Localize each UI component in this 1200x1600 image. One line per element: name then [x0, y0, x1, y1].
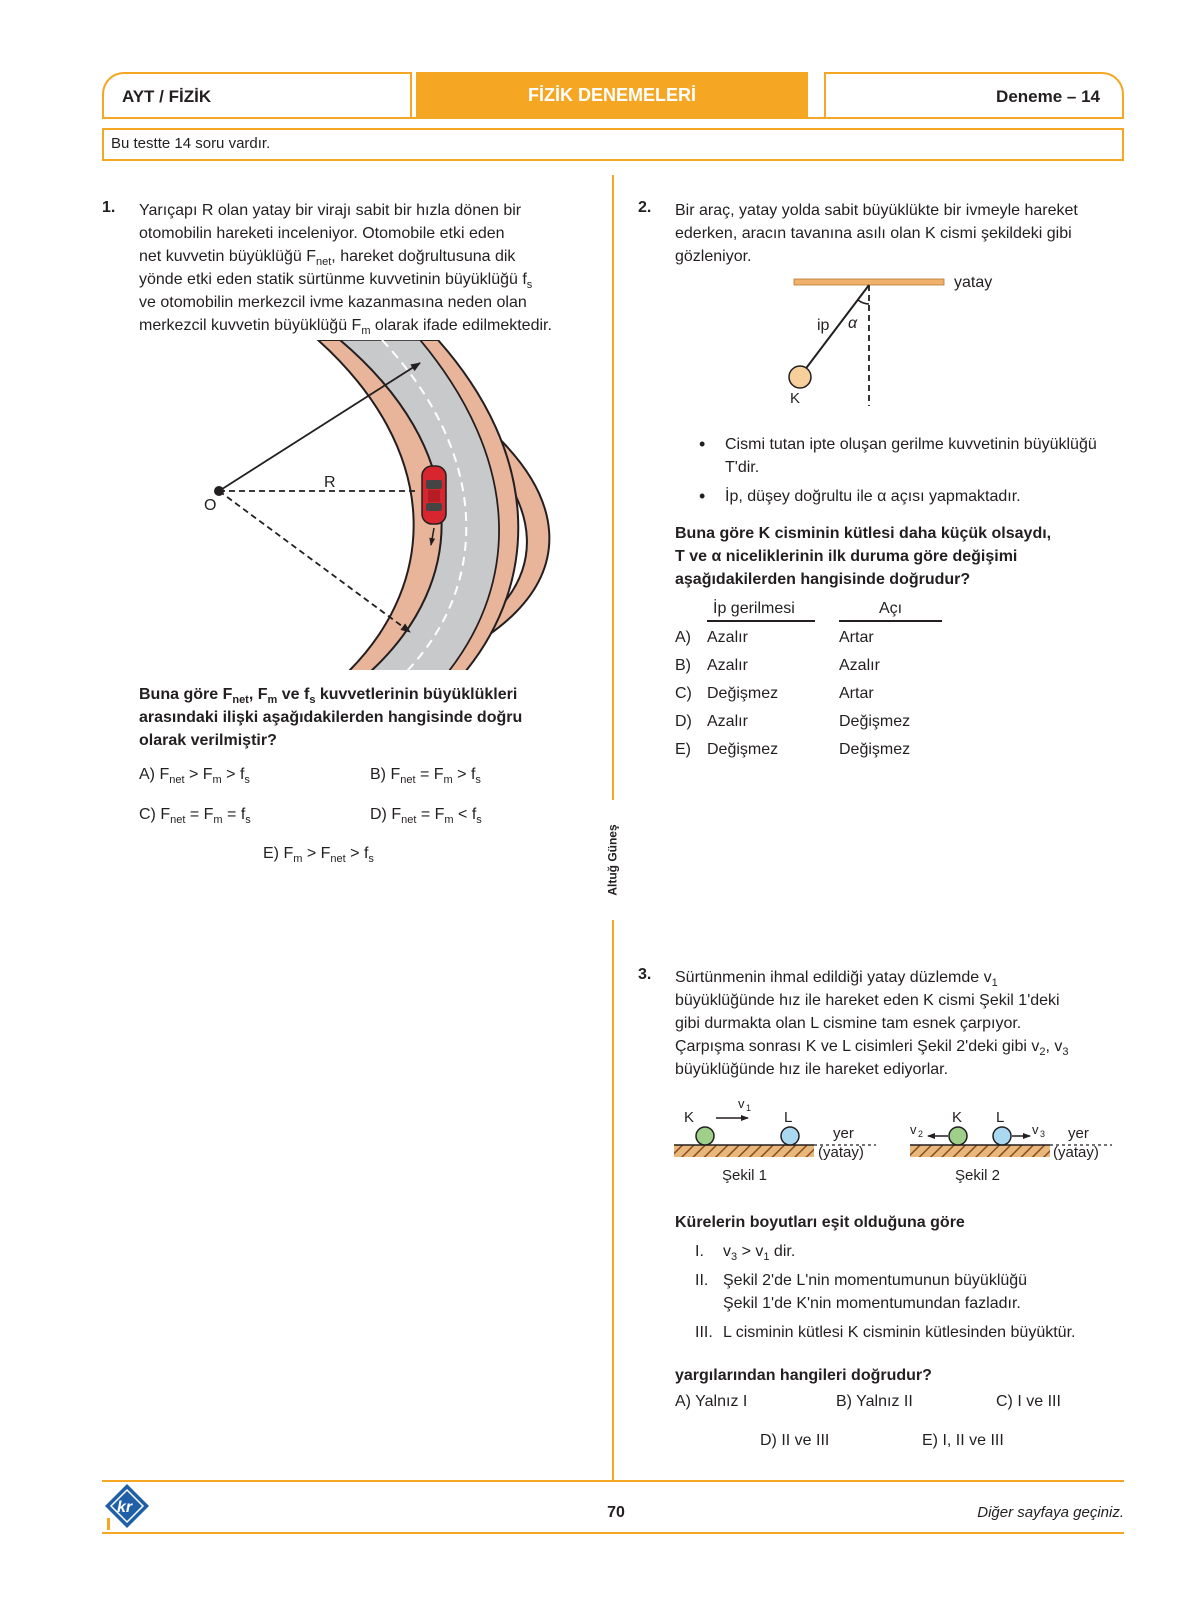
string — [804, 285, 869, 371]
label-ip: ip — [817, 317, 830, 334]
label-v2: v — [910, 1122, 917, 1137]
bob-K — [789, 366, 811, 388]
q1-option-d[interactable]: D) $F_{net} = F_m < f_s$ — [370, 806, 482, 826]
q3-option-e[interactable]: E) I, II ve III — [922, 1432, 1004, 1449]
header-subject — [102, 72, 412, 119]
info-text: Bu testte 14 soru vardır. — [111, 135, 271, 152]
q2-line2: ederken, aracın tavanına asılı olan K cismi şekildeki gibi — [675, 225, 1072, 242]
q1-line2: otomobilin hareketi inceleniyor. Otomobile etki eden — [139, 225, 505, 242]
caption-sekil-2: Şekil 2 — [955, 1167, 1001, 1184]
q3-line5: büyüklüğünde hız ile hareket ediyorlar. — [675, 1061, 949, 1078]
q3-stem — [675, 966, 1125, 1081]
q3-line4: Çarpışma sonrası K ve L cisimleri Şekil 2'deki gibi $v_2$, $v_3$ — [675, 1038, 1069, 1058]
q2-line3: gözleniyor. — [675, 248, 752, 265]
q2-pendulum-figure — [770, 268, 1020, 413]
radius-arrow-bottom — [219, 491, 410, 632]
label-alpha: α — [848, 315, 858, 332]
sekil-1 — [674, 1098, 876, 1184]
header-test-number — [824, 72, 1124, 119]
q3-line1: Sürtünmenin ihmal edildiği yatay düzlemde $v_1$ — [675, 969, 998, 989]
q2-table-header — [675, 598, 959, 624]
q2-option-d[interactable]: D) Azalır Değişmez — [675, 713, 911, 730]
q3-option-b[interactable]: B) Yalnız II — [836, 1393, 913, 1410]
label-yatay-1: (yatay) — [818, 1144, 864, 1161]
q1-option-c[interactable]: C) $F_{net} = F_m = f_s$ — [139, 806, 251, 826]
q1-ask-line3: olarak verilmiştir? — [139, 732, 277, 749]
info-box — [102, 128, 1124, 161]
label-K: K — [790, 390, 801, 407]
center-point-O — [214, 486, 224, 496]
footer-line-bottom — [102, 1532, 1124, 1534]
q2-line1: Bir araç, yatay yolda sabit büyüklükte bir ivmeyle hareket — [675, 202, 1078, 219]
footer-line-top — [102, 1480, 1124, 1482]
q3-statement-III: III. L cisminin kütlesi K cisminin kütlesinden büyüktür. — [695, 1324, 1076, 1341]
label-v3-sub: 3 — [1040, 1129, 1046, 1139]
sekil-2 — [910, 1109, 1112, 1184]
q1-line4: yönde etki eden statik sürtünme kuvvetinin büyüklüğü $f_s$ — [139, 271, 533, 291]
q3-option-a[interactable]: A) Yalnız I — [675, 1393, 748, 1410]
ground-1 — [674, 1145, 814, 1157]
q1-ask-line1: Buna göre $F_{net}$, $F_m$ ve $f_s$ kuvvetlerinin büyüklükleri — [139, 686, 518, 706]
q2-bullets — [695, 433, 1125, 514]
label-v1: v — [738, 1098, 745, 1111]
header-underline — [102, 117, 1124, 119]
q3-statements — [695, 1240, 1125, 1350]
q1-line6: merkezcil kuvvetin büyüklüğü $F_m$ olarak ifade edilmektedir. — [139, 317, 552, 337]
q3-option-c[interactable]: C) I ve III — [996, 1393, 1061, 1410]
car-icon — [422, 466, 446, 524]
q2-ask-line3: aşağıdakilerden hangisinde doğrudur? — [675, 571, 971, 588]
label-v1-sub: 1 — [746, 1103, 752, 1113]
q3-number: 3. — [638, 966, 652, 983]
q1-line3: net kuvvetin büyüklüğü $F_{net}$, hareket doğrultusuna dik — [139, 248, 516, 268]
author-label — [597, 800, 629, 920]
author-name: Altuğ Güneş — [606, 824, 620, 896]
header-subject-text: AYT / FİZİK — [122, 86, 212, 106]
ball-K-2 — [949, 1127, 967, 1145]
q2-option-c[interactable]: C) Değişmez Artar — [675, 685, 874, 702]
label-O: O — [204, 497, 217, 514]
q1-line1: Yarıçapı R olan yatay bir virajı sabit bir hızla dönen bir — [139, 202, 522, 219]
label-yer-1: yer — [833, 1125, 854, 1142]
ball-L-1 — [781, 1127, 799, 1145]
q3-statement-II: II. Şekil 2'de L'nin momentumunun büyüklüğü Şekil 1'de K'nin momentumundan fazladır. — [695, 1272, 1028, 1312]
q3-line2: büyüklüğünde hız ile hareket eden K cismi Şekil 1'deki — [675, 992, 1060, 1009]
label-K-2: K — [952, 1109, 963, 1126]
ceiling-bar — [794, 279, 944, 285]
logo-text: kr — [117, 1499, 133, 1516]
q3-statement-I: I. $v_3 > v_1$ dir. — [695, 1243, 796, 1263]
q3-question: Kürelerin boyutları eşit olduğuna göre — [675, 1214, 965, 1231]
label-R: R — [324, 474, 336, 491]
q1-option-a[interactable]: A) $F_{net} > F_m > f_s$ — [139, 766, 250, 786]
ball-K-1 — [696, 1127, 714, 1145]
label-yer-2: yer — [1068, 1125, 1089, 1142]
q1-curve-figure — [190, 340, 560, 670]
publisher-logo-icon — [103, 1482, 155, 1532]
q2-stem — [675, 199, 1125, 268]
caption-sekil-1: Şekil 1 — [722, 1167, 768, 1184]
q1-line5: ve otomobilin merkezcil ivme kazanmasına neden olan — [139, 294, 527, 311]
ball-L-2 — [993, 1127, 1011, 1145]
label-v3: v — [1032, 1122, 1039, 1137]
label-K-1: K — [684, 1109, 695, 1126]
q2-option-b[interactable]: B) Azalır Azalır — [675, 657, 880, 674]
label-v2-sub: 2 — [918, 1129, 924, 1139]
q1-question — [139, 683, 599, 752]
q3-collision-figures — [672, 1098, 1132, 1188]
next-page-note: Diğer sayfaya geçiniz. — [977, 1504, 1124, 1521]
q2-option-e[interactable]: E) Değişmez Değişmez — [675, 741, 911, 758]
q2-col-ip-gerilmesi: İp gerilmesi — [707, 600, 815, 622]
q1-ask-line2: arasındaki ilişki aşağıdakilerden hangisinde doğru — [139, 709, 523, 726]
label-L-1: L — [784, 1109, 793, 1126]
q2-bullet-1: • Cismi tutan ipte oluşan gerilme kuvvetinin büyüklüğü T'dir. — [695, 433, 1125, 479]
q2-ask-line1: Buna göre K cisminin kütlesi daha küçük olsaydı, — [675, 525, 1052, 542]
q1-stem — [139, 199, 599, 337]
q1-option-b[interactable]: B) $F_{net} = F_m > f_s$ — [370, 766, 481, 786]
angle-arc — [858, 300, 869, 304]
q3-option-d[interactable]: D) II ve III — [760, 1432, 830, 1449]
q2-bullet-2: • İp, düşey doğrultu ile α açısı yapmaktadır. — [695, 485, 1125, 508]
q2-option-a[interactable]: A) Azalır Artar — [675, 629, 874, 646]
q2-ask-line2: T ve α niceliklerinin ilk duruma göre değişimi — [675, 548, 1018, 565]
q3-question-2: yargılarından hangileri doğrudur? — [675, 1367, 932, 1384]
q2-col-aci: Açı — [839, 600, 942, 622]
q1-number: 1. — [102, 199, 116, 216]
q2-question — [675, 522, 1125, 591]
ground-2 — [910, 1145, 1050, 1157]
header-title-text: FİZİK DENEMELERİ — [527, 85, 696, 105]
header-title — [416, 72, 808, 119]
label-yatay: yatay — [954, 274, 993, 291]
page-number: 70 — [607, 1504, 625, 1521]
label-L-2: L — [996, 1109, 1005, 1126]
q2-number: 2. — [638, 199, 652, 216]
q2-options-table — [675, 598, 959, 764]
label-yatay-2: (yatay) — [1053, 1144, 1099, 1161]
header-test-number-text: Deneme – 14 — [996, 86, 1100, 106]
q1-option-e[interactable]: E) $F_m > F_{net} > f_s$ — [263, 845, 374, 865]
q3-line3: gibi durmakta olan L cismine tam esnek çarpıyor. — [675, 1015, 1022, 1032]
